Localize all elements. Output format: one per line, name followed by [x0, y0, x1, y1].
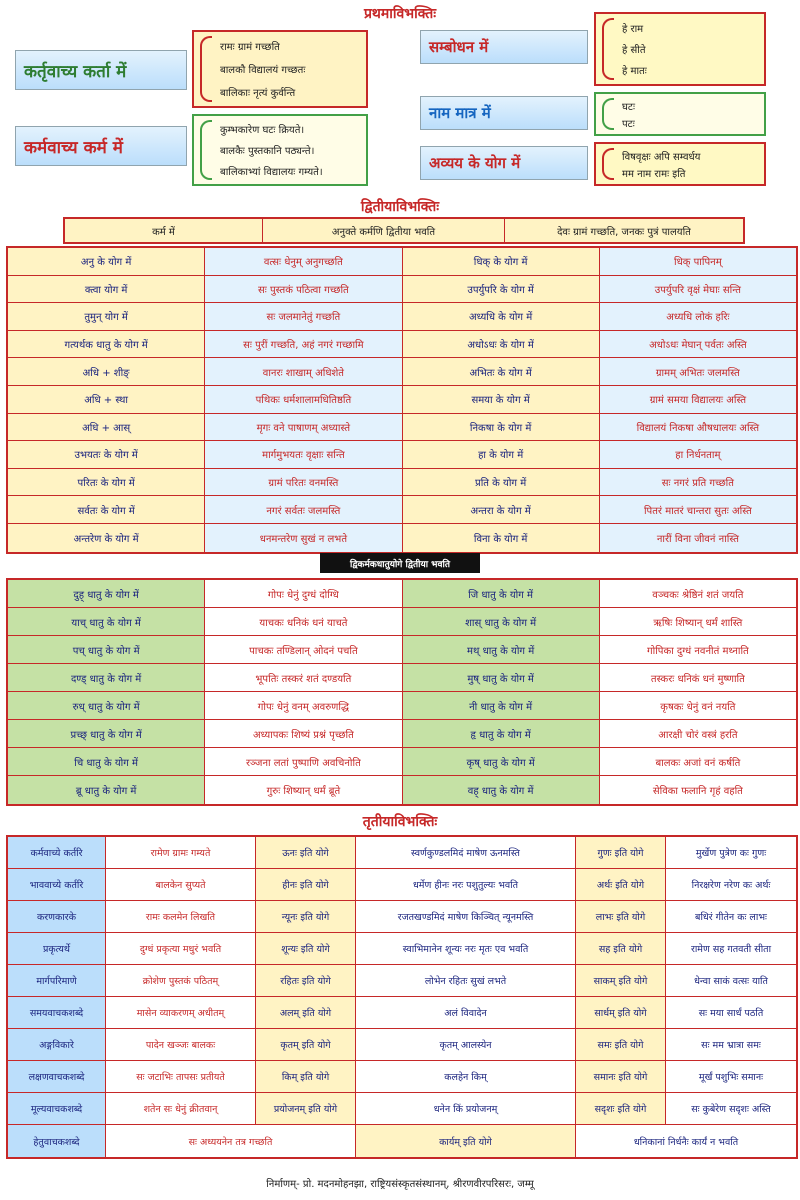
table-cell: बालकः अजां वनं कर्षति	[600, 748, 796, 775]
table-cell: तस्करः धनिकं धनं मुष्णाति	[600, 664, 796, 691]
tritiya-title: तृतीयाविभक्तिः	[362, 814, 438, 830]
table-cell: कर्मवाच्ये कर्तरि	[8, 837, 106, 868]
table-cell: वह् धातु के योग में	[403, 776, 600, 804]
table-cell: नगरं सर्वतः जलमस्ति	[205, 496, 402, 523]
table-cell: कृषकः धेनुं वनं नयति	[600, 692, 796, 719]
example: बालकैः पुस्तकानि पठ्यन्ते।	[220, 145, 315, 157]
header-cell: देवः ग्रामं गच्छति, जनकः पुत्रं पालयति	[557, 226, 691, 238]
table-cell: न्यूनः इति योगे	[256, 901, 356, 932]
table-cell: प्रति के योग में	[403, 469, 600, 496]
sambodhan-examples	[594, 12, 766, 86]
dvitiya-table	[6, 246, 798, 554]
table-cell: अन्तरा के योग में	[403, 496, 600, 523]
table-cell: हृ धातु के योग में	[403, 720, 600, 747]
table-row	[8, 414, 796, 442]
table-row	[8, 636, 796, 664]
prathama-title: प्रथमाविभक्तिः	[363, 6, 437, 22]
table-cell: मूल्यवाचकशब्दे	[8, 1093, 106, 1124]
table-cell: निकषा के योग में	[403, 414, 600, 441]
table-cell: कलहेन किम्	[356, 1061, 576, 1092]
table-cell: चि धातु के योग में	[8, 748, 205, 775]
sambodhan-label: सम्बोधन में	[420, 30, 588, 64]
table-cell: हीनः इति योगे	[256, 869, 356, 900]
table-cell: समया के योग में	[403, 386, 600, 413]
table-cell: उभयतः के योग में	[8, 441, 205, 468]
table-cell: रुध् धातु के योग में	[8, 692, 205, 719]
example: हे मातः	[622, 66, 647, 78]
table-cell: शतेन सः धेनुं क्रीतवान्	[106, 1093, 256, 1124]
dvikarmaka-table	[6, 578, 798, 806]
table-cell: अभितः के योग में	[403, 358, 600, 385]
brace-icon	[602, 98, 614, 130]
table-cell: समयवाचकशब्दे	[8, 997, 106, 1028]
table-cell: सार्धम् इति योगे	[576, 997, 666, 1028]
table-cell: अधोऽधः के योग में	[403, 331, 600, 358]
table-cell: सः मया सार्धं पठति	[666, 997, 796, 1028]
table-cell: अधि + शीङ्	[8, 358, 205, 385]
tritiya-table	[6, 835, 798, 1159]
table-cell: आरक्षी चोरं वस्त्रं हरति	[600, 720, 796, 747]
table-cell: वानरः शाखाम् अधिशेते	[205, 358, 402, 385]
table-cell: हा निर्धनताम्	[600, 441, 796, 468]
header-cell: अनुक्ते कर्मणि द्वितीया भवति	[263, 219, 505, 242]
example: बालिकाः नृत्यं कुर्वन्ति	[220, 87, 296, 99]
table-cell: अर्थः इति योगे	[576, 869, 666, 900]
table-row	[8, 303, 796, 331]
table-cell: धनमन्तरेण सुखं न लभते	[205, 524, 402, 552]
example: मम नाम रामः इति	[622, 168, 686, 180]
table-row	[8, 720, 796, 748]
table-row	[8, 692, 796, 720]
table-cell: पथिकः धर्मशालामधितिष्ठति	[205, 386, 402, 413]
example: विषवृक्षः अपि सम्वर्धय	[622, 151, 701, 163]
table-row	[8, 524, 796, 552]
table-row	[8, 441, 796, 469]
table-cell: वत्सः धेनुम् अनुगच्छति	[205, 248, 402, 275]
table-cell: सदृशः इति योगे	[576, 1093, 666, 1124]
table-cell: मार्गमुभयतः वृक्षाः सन्ति	[205, 441, 402, 468]
table-cell: ऊनः इति योगे	[256, 837, 356, 868]
table-row	[8, 997, 796, 1029]
credit-footer: निर्माणम्- प्रो. मदनमोहनझा, राष्ट्रियसंस्कृतसंस्थानम्, श्रीरणवीरपरिसरः, जम्मू	[266, 1179, 534, 1190]
table-cell: अध्यापकः शिष्यं प्रश्नं पृच्छति	[205, 720, 402, 747]
example: हे राम	[622, 23, 644, 35]
table-cell: गुणः इति योगे	[576, 837, 666, 868]
table-cell: कृतम् आलस्येन	[356, 1029, 576, 1060]
table-cell: सः मम भ्रात्रा समः	[666, 1029, 796, 1060]
table-cell: समः इति योगे	[576, 1029, 666, 1060]
table-row	[8, 608, 796, 636]
brace-icon	[602, 148, 614, 180]
table-cell: धिक् पापिनम्	[600, 248, 796, 275]
table-cell: अङ्गविकारे	[8, 1029, 106, 1060]
table-cell: अधि + आस्	[8, 414, 205, 441]
avyaya-label: अव्यय के योग में	[420, 146, 588, 180]
table-cell: कार्यम् इति योगे	[356, 1125, 576, 1157]
table-cell: लाभः इति योगे	[576, 901, 666, 932]
table-row	[8, 901, 796, 933]
table-cell: रहितः इति योगे	[256, 965, 356, 996]
table-cell: क्त्वा योग में	[8, 276, 205, 303]
table-cell: अध्यधि के योग में	[403, 303, 600, 330]
table-cell: दुह् धातु के योग में	[8, 580, 205, 607]
table-cell: सः पुस्तकं पठित्वा गच्छति	[205, 276, 402, 303]
table-cell: सः जटाभिः तापसः प्रतीयते	[106, 1061, 256, 1092]
example: पटः	[622, 118, 635, 130]
avyaya-examples	[594, 142, 766, 186]
table-cell: सः जलमानेतुं गच्छति	[205, 303, 402, 330]
table-cell: रजतखण्डमिदं माषेण किञ्चित् न्यूनमस्ति	[356, 901, 576, 932]
table-row	[8, 1061, 796, 1093]
table-cell: धनेन किं प्रयोजनम्	[356, 1093, 576, 1124]
table-cell: गोपः धेनुं दुग्धं दोग्धि	[205, 580, 402, 607]
table-cell: लोभेन रहितः सुखं लभते	[356, 965, 576, 996]
table-cell: किम् इति योगे	[256, 1061, 356, 1092]
table-cell: रामेण ग्रामः गम्यते	[106, 837, 256, 868]
table-cell: कृष् धातु के योग में	[403, 748, 600, 775]
table-cell: अधोऽधः मेघान् पर्वतः अस्ति	[600, 331, 796, 358]
table-cell: प्रयोजनम् इति योगे	[256, 1093, 356, 1124]
table-cell: अन्तरेण के योग में	[8, 524, 205, 552]
table-cell: शून्यः इति योगे	[256, 933, 356, 964]
table-cell: कृतम् इति योगे	[256, 1029, 356, 1060]
table-cell: करणकारके	[8, 901, 106, 932]
table-cell: सः पुरीं गच्छति, अहं नगरं गच्छामि	[205, 331, 402, 358]
table-cell: धेन्वा साकं वत्सः याति	[666, 965, 796, 996]
dvitiya-title: द्वितीयाविभक्तिः	[360, 199, 440, 215]
table-row	[8, 1125, 796, 1157]
table-cell: सेविका फलानि गृहं वहति	[600, 776, 796, 804]
table-cell: अधि + स्था	[8, 386, 205, 413]
table-row	[8, 837, 796, 869]
table-row	[8, 386, 796, 414]
table-cell: अलम् इति योगे	[256, 997, 356, 1028]
naam-label: नाम मात्र में	[420, 96, 588, 130]
example: बालिकाभ्यां विद्यालयः गम्यते।	[220, 166, 323, 178]
table-cell: अध्यधि लोकं हरिः	[600, 303, 796, 330]
table-row	[8, 580, 796, 608]
table-cell: गत्यर्थक धातु के योग में	[8, 331, 205, 358]
table-cell: मृगः वने पाषाणम् अध्यास्ते	[205, 414, 402, 441]
table-cell: शास् धातु के योग में	[403, 608, 600, 635]
table-cell: उपर्युपरि के योग में	[403, 276, 600, 303]
table-cell: ग्रामं परितः वनमस्ति	[205, 469, 402, 496]
table-row	[8, 1029, 796, 1061]
table-cell: मुष् धातु के योग में	[403, 664, 600, 691]
table-cell: रामः कलमेन लिखति	[106, 901, 256, 932]
table-row	[8, 358, 796, 386]
table-row	[8, 496, 796, 524]
brace-icon	[602, 18, 614, 80]
table-cell: परितः के योग में	[8, 469, 205, 496]
table-row	[8, 748, 796, 776]
karma-examples	[192, 114, 368, 186]
table-row	[8, 776, 796, 804]
kartri-examples	[192, 30, 368, 108]
table-row	[8, 933, 796, 965]
table-cell: नारीं विना जीवनं नास्ति	[600, 524, 796, 552]
table-cell: दुग्धं प्रकृत्या मधुरं भवति	[106, 933, 256, 964]
table-cell: अलं विवादेन	[356, 997, 576, 1028]
table-cell: ग्रामम् अभितः जलमस्ति	[600, 358, 796, 385]
table-cell: धनिकानां निर्धनैः कार्यं न भवति	[576, 1125, 796, 1157]
table-cell: भाववाच्ये कर्तरि	[8, 869, 106, 900]
table-cell: सः अध्ययनेन तत्र गच्छति	[106, 1125, 356, 1157]
kartri-label: कर्तृवाच्य कर्ता में	[15, 50, 187, 90]
table-row	[8, 331, 796, 359]
table-row	[8, 469, 796, 497]
table-cell: दण्ड् धातु के योग में	[8, 664, 205, 691]
table-row	[8, 276, 796, 304]
table-cell: मथ् धातु के योग में	[403, 636, 600, 663]
table-cell: बालकेन सुप्यते	[106, 869, 256, 900]
table-cell: वञ्चकः श्रेष्ठिनं शतं जयति	[600, 580, 796, 607]
brace-icon	[200, 36, 212, 102]
table-cell: प्रच्छ् धातु के योग में	[8, 720, 205, 747]
table-cell: पितरं मातरं चान्तरा सुतः अस्ति	[600, 496, 796, 523]
table-row	[8, 869, 796, 901]
table-cell: विद्यालयं निकषा औषधालयः अस्ति	[600, 414, 796, 441]
table-cell: तुमुन् योग में	[8, 303, 205, 330]
table-cell: पादेन खञ्जः बालकः	[106, 1029, 256, 1060]
table-cell: जि धातु के योग में	[403, 580, 600, 607]
table-cell: याचकः धनिकं धनं याचते	[205, 608, 402, 635]
table-cell: मार्गपरिमाणे	[8, 965, 106, 996]
table-cell: गुरुः शिष्यान् धर्मं ब्रूते	[205, 776, 402, 804]
table-cell: क्रोशेण पुस्तकं पठितम्	[106, 965, 256, 996]
table-cell: हेतुवाचकशब्दे	[8, 1125, 106, 1157]
table-cell: अनु के योग में	[8, 248, 205, 275]
table-cell: नी धातु के योग में	[403, 692, 600, 719]
table-cell: रामेण सह गतवती सीता	[666, 933, 796, 964]
table-cell: गोपः धेनुं वनम् अवरुणद्धि	[205, 692, 402, 719]
table-row	[8, 664, 796, 692]
table-cell: विना के योग में	[403, 524, 600, 552]
table-cell: हा के योग में	[403, 441, 600, 468]
table-cell: सह इति योगे	[576, 933, 666, 964]
table-cell: मुर्खेण पुत्रेण कः गुणः	[666, 837, 796, 868]
table-row	[8, 965, 796, 997]
example: रामः ग्रामं गच्छति	[220, 42, 280, 54]
table-row	[8, 1093, 796, 1125]
naam-examples	[594, 92, 766, 136]
table-cell: धिक् के योग में	[403, 248, 600, 275]
table-cell: ग्रामं समया विद्यालयः अस्ति	[600, 386, 796, 413]
table-cell: उपर्युपरि वृक्षं मेघाः सन्ति	[600, 276, 796, 303]
table-cell: लक्षणवाचकशब्दे	[8, 1061, 106, 1092]
table-cell: मूर्खं पशुभिः समानः	[666, 1061, 796, 1092]
table-cell: मासेन व्याकरणम् अधीतम्	[106, 997, 256, 1028]
table-cell: स्वर्णकुण्डलमिदं माषेण ऊनमस्ति	[356, 837, 576, 868]
table-cell: सः नगरं प्रति गच्छति	[600, 469, 796, 496]
header-cell: कर्म में	[65, 219, 263, 242]
example: घटः	[622, 101, 635, 113]
table-cell: साकम् इति योगे	[576, 965, 666, 996]
example: कुम्भकारेण घटः क्रियते।	[220, 125, 305, 137]
example: बालकौ विद्यालयं गच्छतः	[220, 64, 306, 76]
table-cell: याच् धातु के योग में	[8, 608, 205, 635]
table-cell: समानः इति योगे	[576, 1061, 666, 1092]
table-cell: स्वाभिमानेन शून्यः नरः मृतः एव भवति	[356, 933, 576, 964]
table-cell: पाचकः तण्डिलान् ओदनं पचति	[205, 636, 402, 663]
table-cell: रञ्जना लतां पुष्पाणि अवचिनोति	[205, 748, 402, 775]
dvitiya-header-row	[63, 217, 745, 244]
table-cell: भूपतिः तस्करं शतं दण्डयति	[205, 664, 402, 691]
dvikarmaka-banner: द्विकर्मकधातुयोगे द्वितीया भवति	[320, 553, 480, 573]
table-cell: बधिरं गीतेन कः लाभः	[666, 901, 796, 932]
example: हे सीते	[622, 44, 646, 56]
table-cell: पच् धातु के योग में	[8, 636, 205, 663]
table-cell: सः कुबेरेण सदृशः अस्ति	[666, 1093, 796, 1124]
table-cell: निरक्षरेण नरेण कः अर्थः	[666, 869, 796, 900]
table-cell: ऋषिः शिष्यान् धर्मं शास्ति	[600, 608, 796, 635]
table-cell: ब्रू धातु के योग में	[8, 776, 205, 804]
table-cell: गोपिका दुग्धं नवनीतं मथ्नाति	[600, 636, 796, 663]
table-cell: सर्वतः के योग में	[8, 496, 205, 523]
brace-icon	[200, 120, 212, 180]
table-row	[8, 248, 796, 276]
table-cell: प्रकृत्यर्थे	[8, 933, 106, 964]
table-cell: धर्मेण हीनः नरः पशुतुल्यः भवति	[356, 869, 576, 900]
karma-label: कर्मवाच्य कर्म में	[15, 126, 187, 166]
